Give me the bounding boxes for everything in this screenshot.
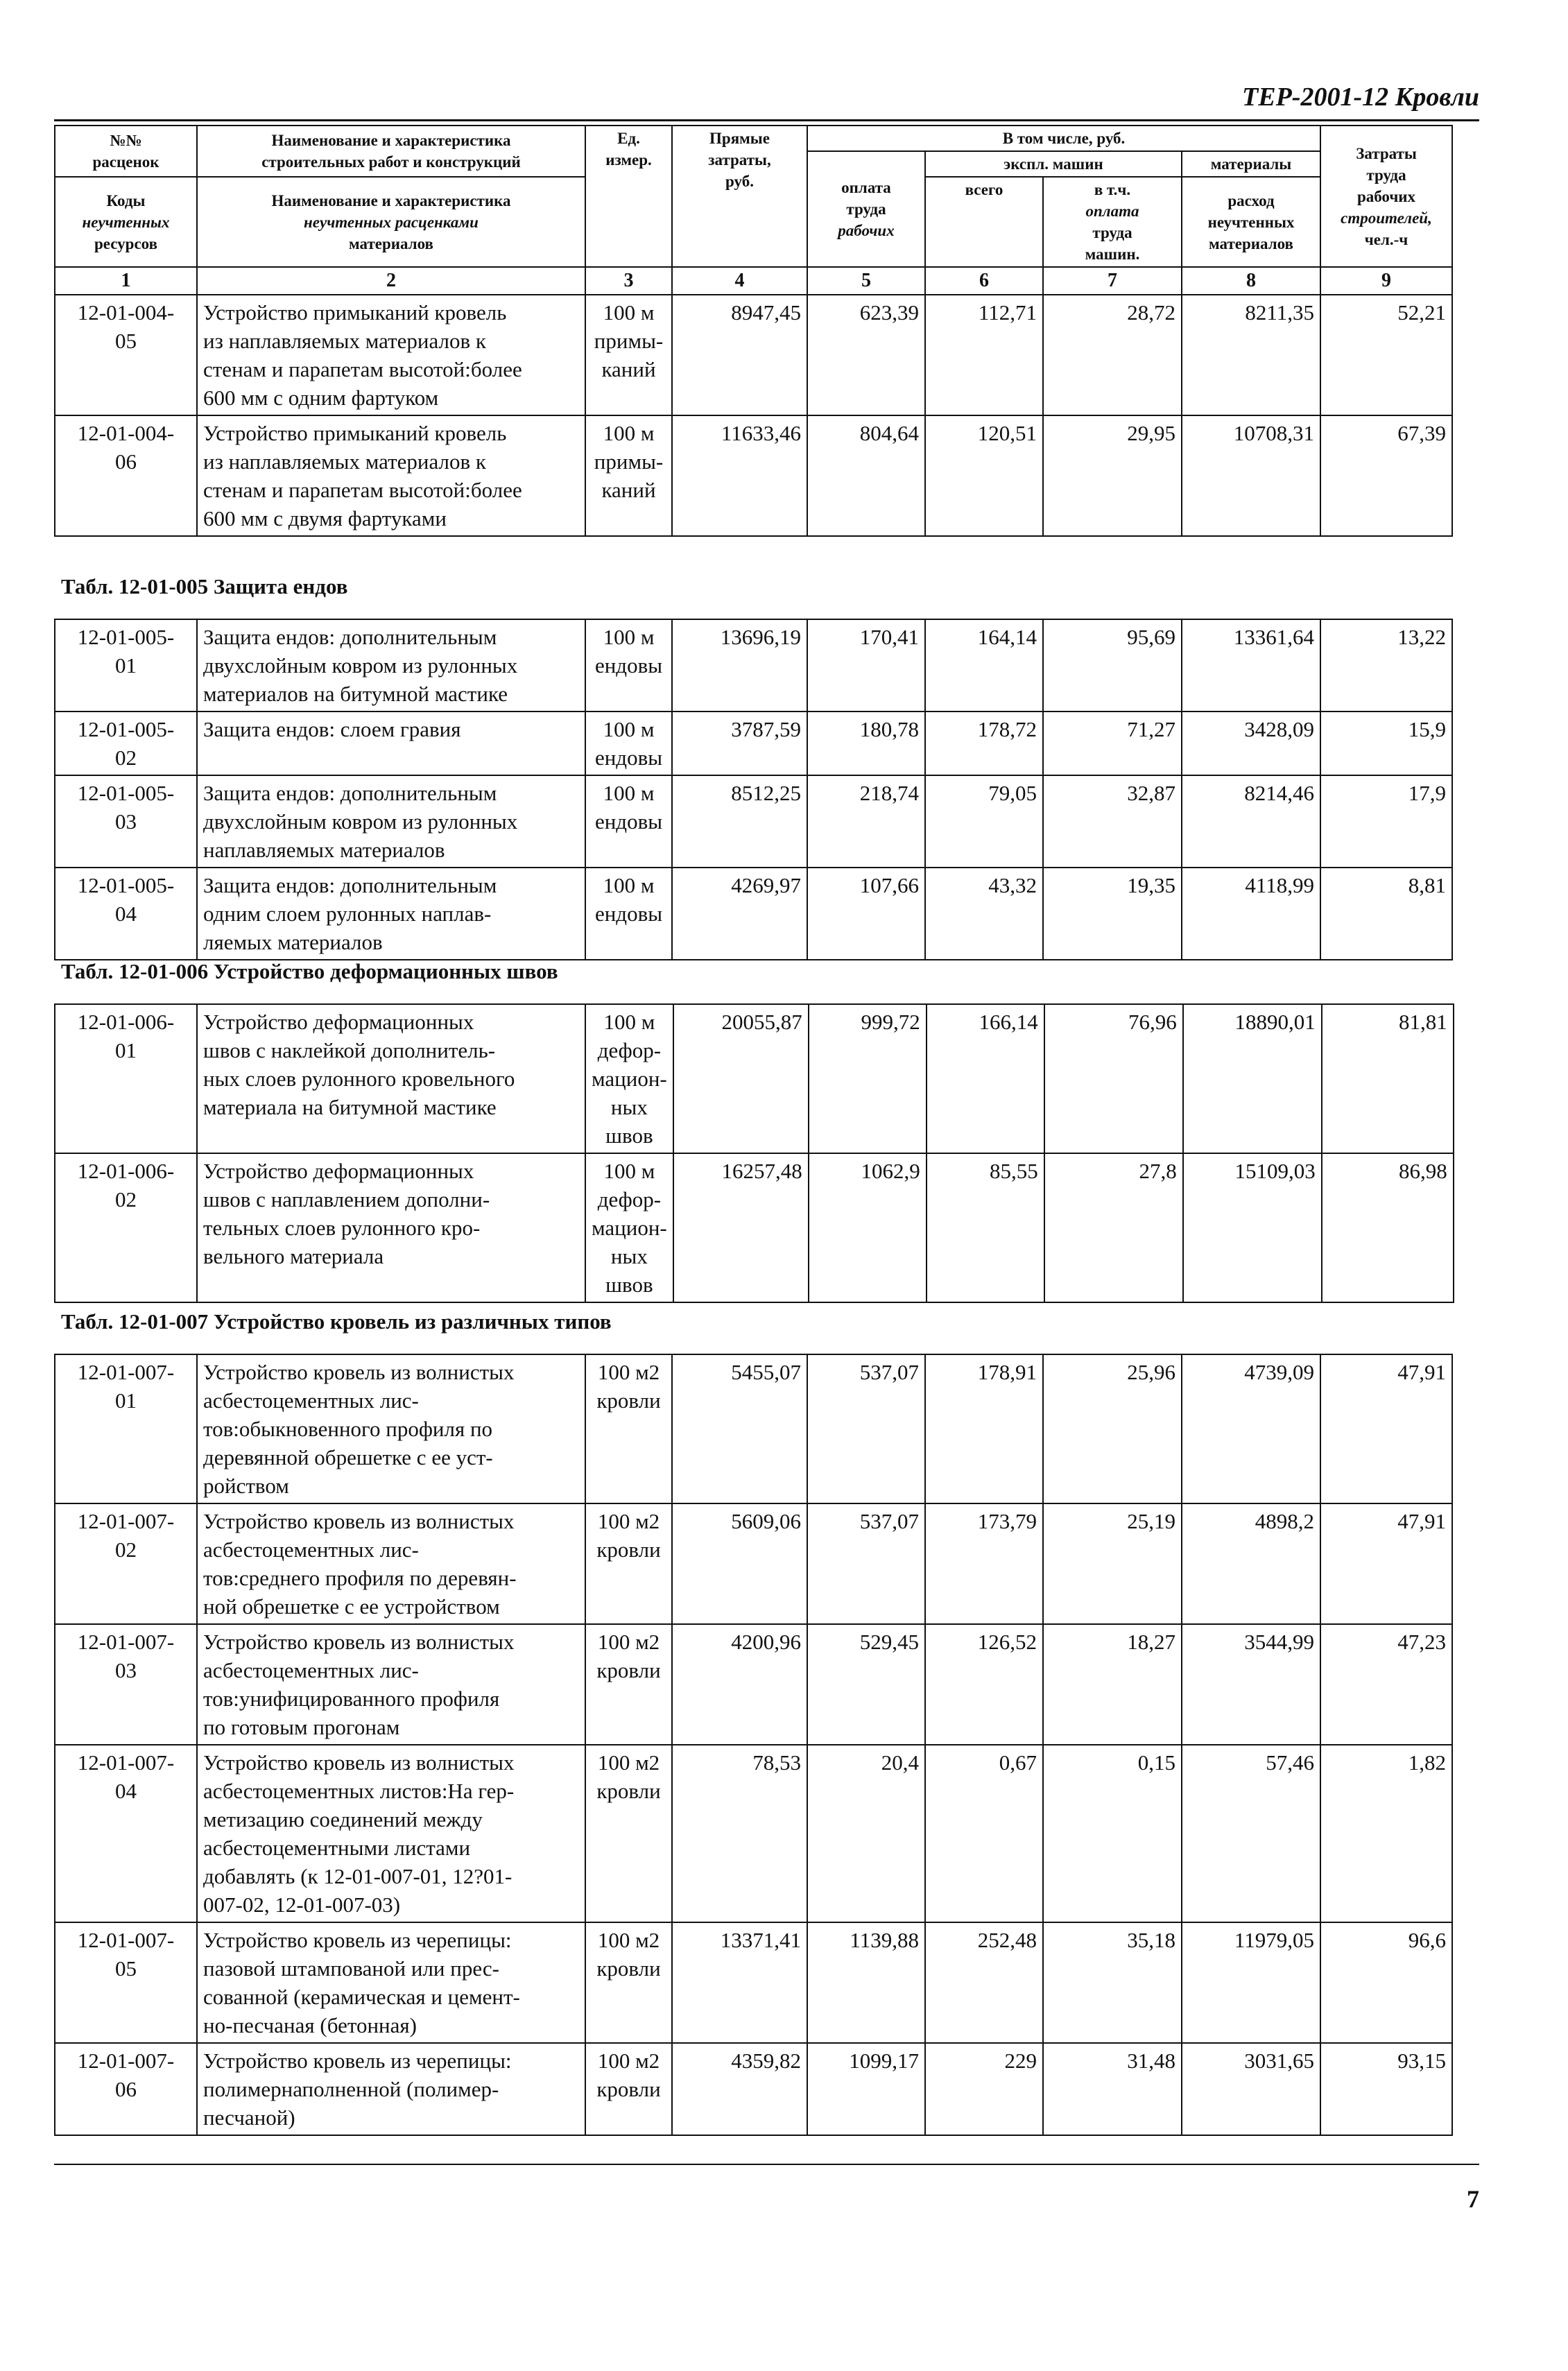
section-title-12-01-005: Табл. 12-01-005 Защита ендов bbox=[61, 574, 348, 598]
machines-total-cell: 0,67 bbox=[925, 1745, 1043, 1922]
header-machines-labor: в т.ч. оплата труда машин. bbox=[1043, 177, 1182, 267]
direct-costs-cell: 13696,19 bbox=[672, 619, 807, 712]
machines-total-cell: 252,48 bbox=[925, 1922, 1043, 2043]
header-machines-total: всего bbox=[925, 177, 1043, 267]
unit-cell: 100 м ендовы bbox=[585, 868, 672, 960]
unit-cell: 100 м ендовы bbox=[585, 712, 672, 775]
footer-rule bbox=[54, 2164, 1479, 2165]
direct-costs-cell: 8947,45 bbox=[672, 295, 807, 415]
table-header bbox=[55, 126, 1452, 295]
materials-cell: 11979,05 bbox=[1182, 1922, 1320, 2043]
machines-labor-cell: 25,96 bbox=[1043, 1354, 1182, 1503]
rate-code: 12-01-005- 02 bbox=[55, 712, 197, 775]
machines-labor-cell: 31,48 bbox=[1043, 2043, 1182, 2135]
page-number: 7 bbox=[1467, 2185, 1479, 2213]
machines-labor-cell: 76,96 bbox=[1044, 1004, 1183, 1153]
section-title-12-01-006: Табл. 12-01-006 Устройство деформационных швов bbox=[61, 959, 558, 983]
labor-cost-cell: 96,6 bbox=[1320, 1922, 1452, 2043]
table-row bbox=[55, 1503, 1452, 1624]
materials-cell: 3428,09 bbox=[1182, 712, 1320, 775]
machines-labor-cell: 19,35 bbox=[1043, 868, 1182, 960]
labor-cost-cell: 17,9 bbox=[1320, 775, 1452, 868]
unit-cell: 100 м2 кровли bbox=[585, 1745, 672, 1922]
unit-cell: 100 м ендовы bbox=[585, 775, 672, 868]
unit-cell: 100 м2 кровли bbox=[585, 1503, 672, 1624]
direct-costs-cell: 11633,46 bbox=[672, 415, 807, 536]
work-name: Устройство деформационных швов с наклейкой дополнитель- ных слоев рулонного кровельного материала на битумной мастике bbox=[197, 1004, 585, 1153]
materials-cell: 18890,01 bbox=[1183, 1004, 1322, 1153]
header-work-name: Наименование и характеристика строительных работ и конструкций bbox=[197, 126, 585, 177]
machines-total-cell: 79,05 bbox=[925, 775, 1043, 868]
machines-labor-cell: 32,87 bbox=[1043, 775, 1182, 868]
rate-code: 12-01-004- 05 bbox=[55, 295, 197, 415]
labor-pay-cell: 20,4 bbox=[807, 1745, 925, 1922]
labor-cost-cell: 13,22 bbox=[1320, 619, 1452, 712]
direct-costs-cell: 5609,06 bbox=[672, 1503, 807, 1624]
rates-table-12-01-004 bbox=[54, 125, 1453, 537]
machines-labor-cell: 0,15 bbox=[1043, 1745, 1182, 1922]
machines-labor-cell: 27,8 bbox=[1044, 1153, 1183, 1302]
table-row bbox=[55, 1922, 1452, 2043]
materials-cell: 8214,46 bbox=[1182, 775, 1320, 868]
machines-labor-cell: 35,18 bbox=[1043, 1922, 1182, 2043]
rate-code: 12-01-006- 02 bbox=[55, 1153, 197, 1302]
rates-table-12-01-006 bbox=[54, 1003, 1454, 1303]
labor-pay-cell: 804,64 bbox=[807, 415, 925, 536]
direct-costs-cell: 3787,59 bbox=[672, 712, 807, 775]
machines-total-cell: 85,55 bbox=[927, 1153, 1044, 1302]
rate-code: 12-01-007- 05 bbox=[55, 1922, 197, 2043]
header-materials-unaccounted: расход неучтенных материалов bbox=[1182, 177, 1320, 267]
work-name: Устройство кровель из волнистых асбестоцементных лис- тов:среднего профиля по деревян- ной обрешетке с ее устройством bbox=[197, 1503, 585, 1624]
header-labor-pay: оплата труда рабочих bbox=[807, 151, 925, 267]
machines-total-cell: 120,51 bbox=[925, 415, 1043, 536]
table-row bbox=[55, 619, 1452, 712]
table-row bbox=[55, 1624, 1452, 1745]
work-name: Устройство кровель из волнистых асбестоцементных листов:На гер- метизацию соединений между асбестоцементными листами добавлять (к 12-01-007-01, 12?01- 007-02, 12-01-007-03) bbox=[197, 1745, 585, 1922]
header-direct-costs: Прямые затраты, руб. bbox=[672, 126, 807, 267]
machines-labor-cell: 18,27 bbox=[1043, 1624, 1182, 1745]
header-rule bbox=[54, 119, 1479, 121]
table-row bbox=[55, 712, 1452, 775]
labor-cost-cell: 81,81 bbox=[1322, 1004, 1454, 1153]
unit-cell: 100 м2 кровли bbox=[585, 1624, 672, 1745]
machines-total-cell: 126,52 bbox=[925, 1624, 1043, 1745]
machines-labor-cell: 29,95 bbox=[1043, 415, 1182, 536]
machines-total-cell: 178,72 bbox=[925, 712, 1043, 775]
labor-pay-cell: 107,66 bbox=[807, 868, 925, 960]
rates-table-12-01-005 bbox=[54, 619, 1453, 960]
work-name: Защита ендов: дополнительным двухслойным ковром из рулонных материалов на битумной мастике bbox=[197, 619, 585, 712]
unit-cell: 100 м дефор- мацион- ных швов bbox=[585, 1153, 673, 1302]
labor-pay-cell: 537,07 bbox=[807, 1503, 925, 1624]
labor-pay-cell: 180,78 bbox=[807, 712, 925, 775]
table-row bbox=[55, 1004, 1454, 1153]
materials-cell: 57,46 bbox=[1182, 1745, 1320, 1922]
work-name: Устройство примыканий кровель из наплавляемых материалов к стенам и парапетам высотой:более 600 мм с одним фартуком bbox=[197, 295, 585, 415]
labor-pay-cell: 537,07 bbox=[807, 1354, 925, 1503]
labor-cost-cell: 93,15 bbox=[1320, 2043, 1452, 2135]
machines-labor-cell: 28,72 bbox=[1043, 295, 1182, 415]
unit-cell: 100 м примы- каний bbox=[585, 295, 672, 415]
labor-pay-cell: 1062,9 bbox=[809, 1153, 927, 1302]
rate-code: 12-01-007- 01 bbox=[55, 1354, 197, 1503]
rate-code: 12-01-007- 04 bbox=[55, 1745, 197, 1922]
direct-costs-cell: 8512,25 bbox=[672, 775, 807, 868]
materials-cell: 10708,31 bbox=[1182, 415, 1320, 536]
materials-cell: 3544,99 bbox=[1182, 1624, 1320, 1745]
materials-cell: 8211,35 bbox=[1182, 295, 1320, 415]
header-materials-group: материалы bbox=[1182, 151, 1320, 177]
machines-total-cell: 229 bbox=[925, 2043, 1043, 2135]
section-title-12-01-007: Табл. 12-01-007 Устройство кровель из различных типов bbox=[61, 1309, 612, 1334]
table-row bbox=[55, 1153, 1454, 1302]
labor-pay-cell: 1099,17 bbox=[807, 2043, 925, 2135]
work-name: Защита ендов: дополнительным двухслойным ковром из рулонных наплавляемых материалов bbox=[197, 775, 585, 868]
labor-cost-cell: 15,9 bbox=[1320, 712, 1452, 775]
machines-total-cell: 166,14 bbox=[927, 1004, 1044, 1153]
machines-total-cell: 43,32 bbox=[925, 868, 1043, 960]
header-rate-number: №№ расценок bbox=[55, 126, 197, 177]
table-row bbox=[55, 775, 1452, 868]
labor-pay-cell: 999,72 bbox=[809, 1004, 927, 1153]
rate-code: 12-01-007- 02 bbox=[55, 1503, 197, 1624]
labor-cost-cell: 47,23 bbox=[1320, 1624, 1452, 1745]
column-number-row: 1 2 3 4 5 6 7 8 9 bbox=[55, 267, 1452, 295]
work-name: Устройство кровель из волнистых асбестоцементных лис- тов:обыкновенного профиля по деревянной обрешетке с ее уст- ройством bbox=[197, 1354, 585, 1503]
labor-cost-cell: 86,98 bbox=[1322, 1153, 1454, 1302]
table-row bbox=[55, 1354, 1452, 1503]
unit-cell: 100 м2 кровли bbox=[585, 1922, 672, 2043]
materials-cell: 15109,03 bbox=[1183, 1153, 1322, 1302]
labor-cost-cell: 1,82 bbox=[1320, 1745, 1452, 1922]
work-name: Устройство примыканий кровель из наплавляемых материалов к стенам и парапетам высотой:более 600 мм с двумя фартуками bbox=[197, 415, 585, 536]
running-title: ТЕР-2001-12 Кровли bbox=[1242, 83, 1479, 112]
work-name: Устройство кровель из волнистых асбестоцементных лис- тов:унифицированного профиля по готовым прогонам bbox=[197, 1624, 585, 1745]
machines-total-cell: 173,79 bbox=[925, 1503, 1043, 1624]
direct-costs-cell: 5455,07 bbox=[672, 1354, 807, 1503]
direct-costs-cell: 4359,82 bbox=[672, 2043, 807, 2135]
machines-total-cell: 164,14 bbox=[925, 619, 1043, 712]
machines-total-cell: 112,71 bbox=[925, 295, 1043, 415]
labor-pay-cell: 623,39 bbox=[807, 295, 925, 415]
materials-cell: 4118,99 bbox=[1182, 868, 1320, 960]
table-row bbox=[55, 295, 1452, 415]
rate-code: 12-01-005- 01 bbox=[55, 619, 197, 712]
header-labor-cost: Затраты труда рабочих строителей, чел.-ч bbox=[1320, 126, 1452, 267]
table-row bbox=[55, 415, 1452, 536]
rate-code: 12-01-007- 03 bbox=[55, 1624, 197, 1745]
direct-costs-cell: 78,53 bbox=[672, 1745, 807, 1922]
work-name: Устройство деформационных швов с наплавлением дополни- тельных слоев рулонного кро- вельного материала bbox=[197, 1153, 585, 1302]
header-unaccounted-materials: Наименование и характеристика неучтенных расценками материалов bbox=[197, 177, 585, 267]
machines-labor-cell: 95,69 bbox=[1043, 619, 1182, 712]
labor-cost-cell: 52,21 bbox=[1320, 295, 1452, 415]
labor-cost-cell: 47,91 bbox=[1320, 1354, 1452, 1503]
work-name: Защита ендов: слоем гравия bbox=[197, 712, 585, 775]
machines-total-cell: 178,91 bbox=[925, 1354, 1043, 1503]
labor-cost-cell: 47,91 bbox=[1320, 1503, 1452, 1624]
direct-costs-cell: 4269,97 bbox=[672, 868, 807, 960]
header-unaccounted-codes: Коды неучтенных ресурсов bbox=[55, 177, 197, 267]
materials-cell: 4739,09 bbox=[1182, 1354, 1320, 1503]
direct-costs-cell: 4200,96 bbox=[672, 1624, 807, 1745]
header-including-group: В том числе, руб. bbox=[807, 126, 1320, 151]
table-row bbox=[55, 1745, 1452, 1922]
table-row bbox=[55, 868, 1452, 960]
labor-pay-cell: 218,74 bbox=[807, 775, 925, 868]
unit-cell: 100 м примы- каний bbox=[585, 415, 672, 536]
direct-costs-cell: 13371,41 bbox=[672, 1922, 807, 2043]
unit-cell: 100 м2 кровли bbox=[585, 1354, 672, 1503]
rates-table-12-01-007 bbox=[54, 1354, 1453, 2136]
labor-cost-cell: 67,39 bbox=[1320, 415, 1452, 536]
machines-labor-cell: 71,27 bbox=[1043, 712, 1182, 775]
materials-cell: 3031,65 bbox=[1182, 2043, 1320, 2135]
direct-costs-cell: 16257,48 bbox=[673, 1153, 809, 1302]
direct-costs-cell: 20055,87 bbox=[673, 1004, 809, 1153]
unit-cell: 100 м ендовы bbox=[585, 619, 672, 712]
header-unit: Ед. измер. bbox=[585, 126, 672, 267]
materials-cell: 13361,64 bbox=[1182, 619, 1320, 712]
rate-code: 12-01-006- 01 bbox=[55, 1004, 197, 1153]
header-machines-group: экспл. машин bbox=[925, 151, 1182, 177]
rate-code: 12-01-007- 06 bbox=[55, 2043, 197, 2135]
labor-pay-cell: 170,41 bbox=[807, 619, 925, 712]
unit-cell: 100 м2 кровли bbox=[585, 2043, 672, 2135]
rate-code: 12-01-005- 04 bbox=[55, 868, 197, 960]
table-row bbox=[55, 2043, 1452, 2135]
rate-code: 12-01-005- 03 bbox=[55, 775, 197, 868]
machines-labor-cell: 25,19 bbox=[1043, 1503, 1182, 1624]
work-name: Устройство кровель из черепицы: пазовой штампованой или прес- сованной (керамическая и цемент- но-песчаная (бетонная) bbox=[197, 1922, 585, 2043]
rate-code: 12-01-004- 06 bbox=[55, 415, 197, 536]
work-name: Защита ендов: дополнительным одним слоем рулонных наплав- ляемых материалов bbox=[197, 868, 585, 960]
labor-cost-cell: 8,81 bbox=[1320, 868, 1452, 960]
unit-cell: 100 м дефор- мацион- ных швов bbox=[585, 1004, 673, 1153]
labor-pay-cell: 1139,88 bbox=[807, 1922, 925, 2043]
labor-pay-cell: 529,45 bbox=[807, 1624, 925, 1745]
work-name: Устройство кровель из черепицы: полимернаполненной (полимер- песчаной) bbox=[197, 2043, 585, 2135]
materials-cell: 4898,2 bbox=[1182, 1503, 1320, 1624]
